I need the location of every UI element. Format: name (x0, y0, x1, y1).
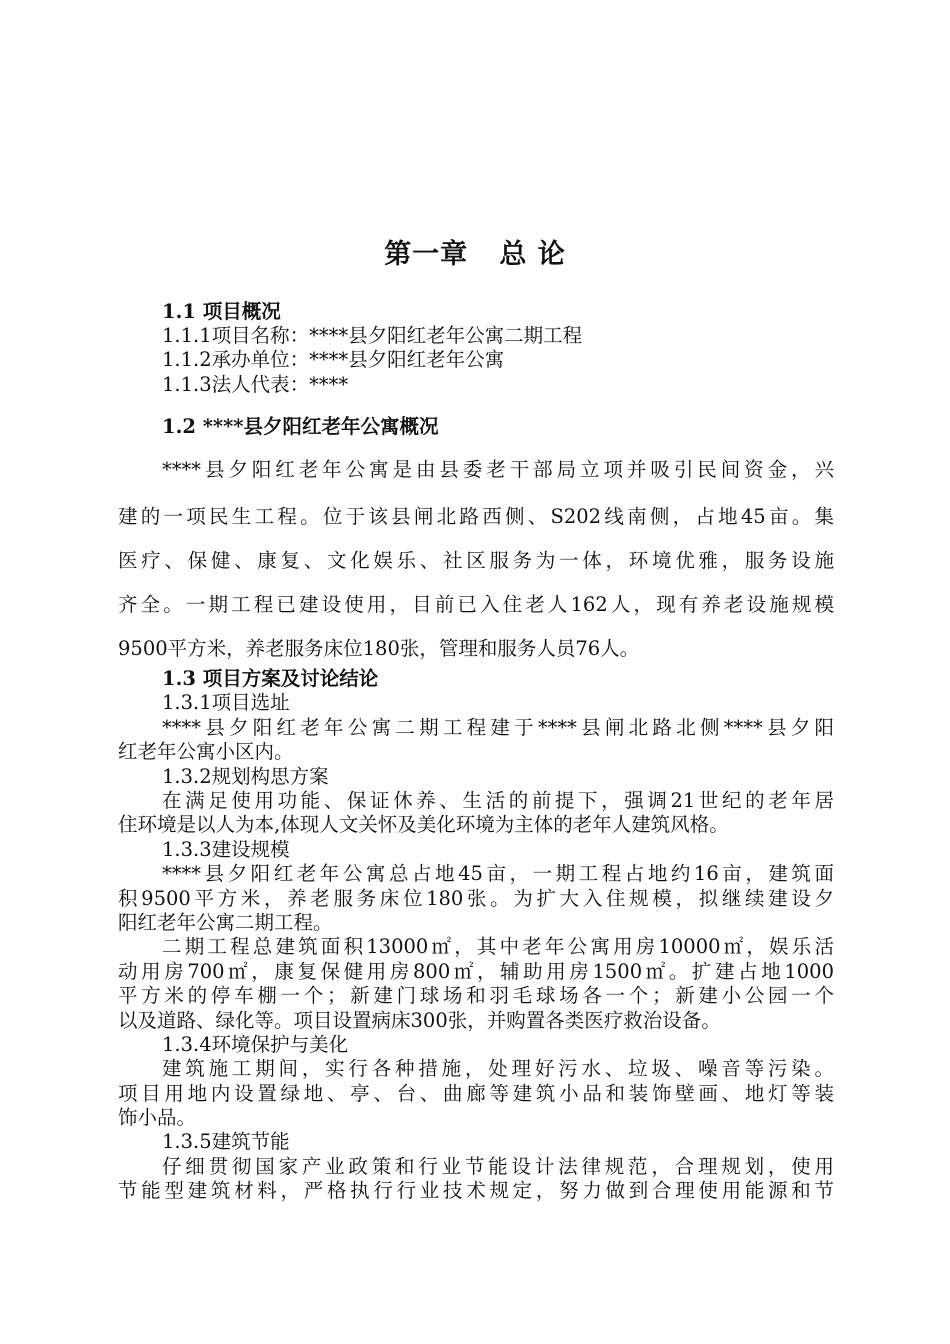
host-unit-line: 1.1.2承办单位：****县夕阳红老年公寓 (162, 348, 505, 371)
paragraph-line: 节能型建筑材料，严格执行行业技术规定，努力做到合理使用能源和节 (118, 1179, 834, 1202)
legal-rep-line: 1.1.3法人代表：**** (162, 373, 349, 396)
chapter-title: 第一章 总 论 (384, 239, 566, 270)
paragraph-line: 仔细贯彻国家产业政策和行业节能设计法律规范，合理规划，使用 (162, 1155, 834, 1178)
paragraph-line: 9500平方米，养老服务床位180张，管理和服务人员76人。 (118, 637, 640, 660)
paragraph-line: 项目用地内设置绿地、亭、台、曲廊等建筑小品和装饰壁画、地灯等装 (118, 1082, 834, 1105)
paragraph-line: 齐全。一期工程已建设使用，目前已入住老人162人，现有养老设施规模 (118, 593, 834, 616)
paragraph-line: 阳红老年公寓二期工程。 (118, 911, 333, 934)
paragraph-line: 积9500平方米，养老服务床位180张。为扩大入住规模，拟继续建设夕 (118, 887, 834, 910)
section-heading-1-2: 1.2 ****县夕阳红老年公寓概况 (162, 415, 439, 438)
section-heading-1-3: 1.3 项目方案及讨论结论 (162, 667, 379, 690)
subsection-heading: 1.3.2规划构思方案 (162, 765, 329, 788)
paragraph-line: 建筑施工期间，实行各种措施，处理好污水、垃圾、噪音等污染。 (162, 1057, 834, 1080)
project-name-line: 1.1.1项目名称：****县夕阳红老年公寓二期工程 (162, 324, 583, 347)
paragraph-line: 动用房700㎡，康复保健用房800㎡，辅助用房1500㎡。扩建占地1000 (118, 960, 834, 983)
paragraph-line: ****县夕阳红老年公寓是由县委老干部局立项并吸引民间资金，兴 (162, 458, 834, 481)
paragraph-line: ****县夕阳红老年公寓总占地45亩，一期工程占地约16亩，建筑面 (162, 862, 834, 885)
paragraph-line: 饰小品。 (118, 1106, 197, 1129)
paragraph-line: 在满足使用功能、保证休养、生活的前提下，强调21世纪的老年居 (162, 789, 834, 812)
paragraph-line: 建的一项民生工程。位于该县闸北路西侧、S202线南侧，占地45亩。集 (118, 505, 834, 528)
subsection-heading: 1.3.3建设规模 (162, 838, 290, 861)
paragraph-line: 医疗、保健、康复、文化娱乐、社区服务为一体，环境优雅，服务设施 (118, 549, 834, 572)
section-heading-1-1: 1.1 项目概况 (162, 300, 281, 323)
paragraph-line: 红老年公寓小区内。 (118, 740, 294, 763)
paragraph-line: 以及道路、绿化等。项目设置病床300张，并购置各类医疗救治设备。 (118, 1009, 721, 1032)
subsection-heading: 1.3.1项目选址 (162, 691, 290, 714)
paragraph-line: 住环境是以人为本,体现人文关怀及美化环境为主体的老年人建筑风格。 (118, 813, 729, 836)
paragraph-line: 平方米的停车棚一个；新建门球场和羽毛球场各一个；新建小公园一个 (118, 984, 834, 1007)
paragraph-line: 二期工程总建筑面积13000㎡，其中老年公寓用房10000㎡，娱乐活 (162, 935, 834, 958)
paragraph-line: ****县夕阳红老年公寓二期工程建于****县闸北路北侧****县夕阳 (162, 716, 834, 739)
subsection-heading: 1.3.4环境保护与美化 (162, 1033, 349, 1056)
subsection-heading: 1.3.5建筑节能 (162, 1130, 290, 1153)
